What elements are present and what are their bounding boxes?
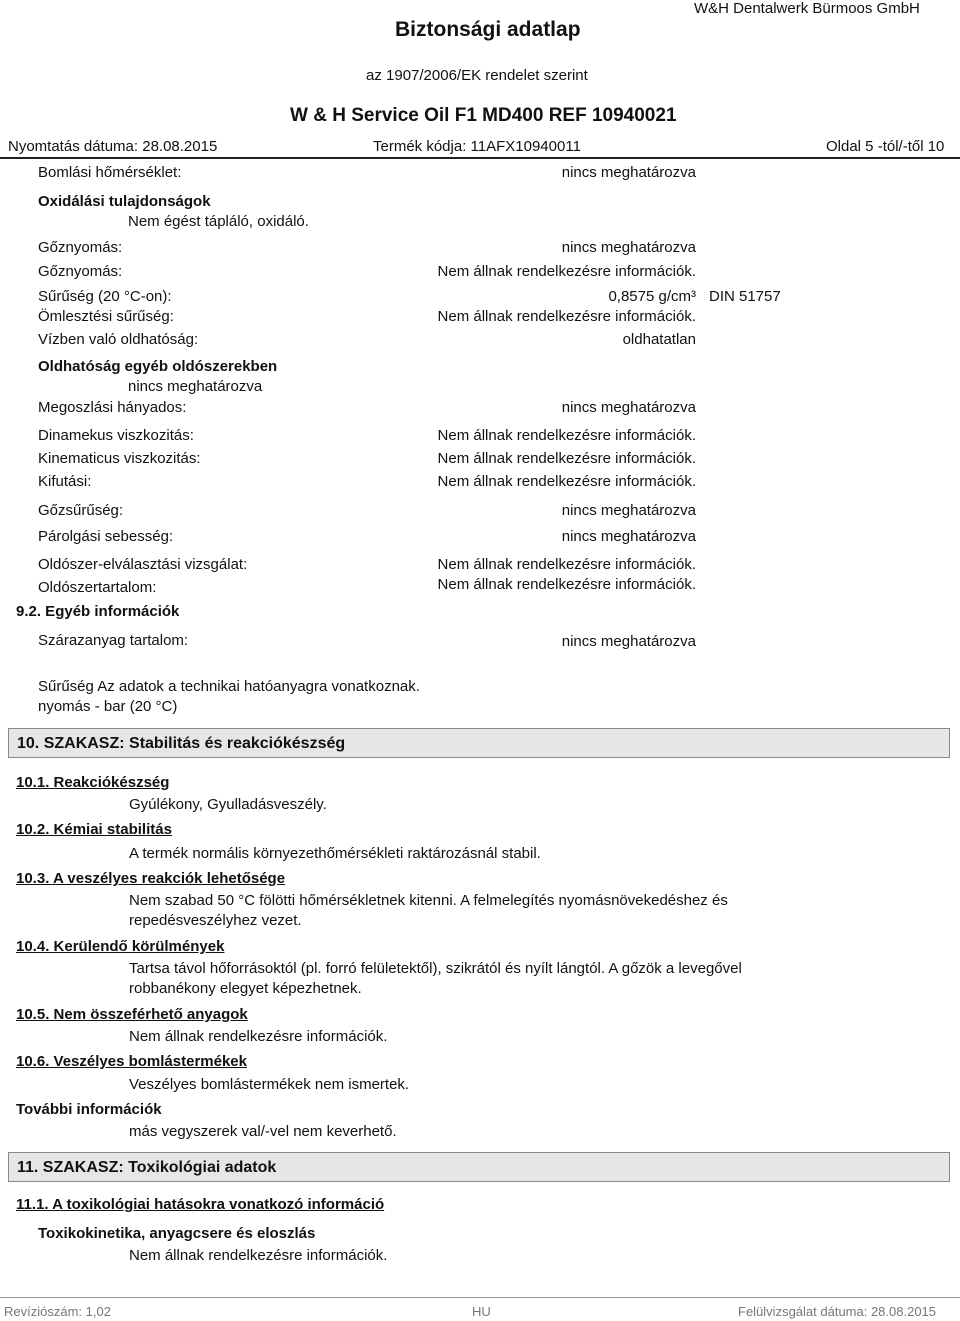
print-date: Nyomtatás dátuma: 28.08.2015 [8,138,218,155]
review-date: Felülvizsgálat dátuma: 28.08.2015 [738,1304,937,1319]
decomposition-temp-value: nincs meghatározva [561,164,696,181]
further-info-text: más vegyszerek val/-vel nem keverhető. [129,1123,397,1140]
kinematic-viscosity-value: Nem állnak rendelkezésre információk. [437,450,696,467]
partition-label: Megoszlási hányados: [38,399,187,416]
water-solubility-value: oldhatatlan [622,331,696,348]
other-solvents-heading: Oldhatóság egyéb oldószerekben [38,358,278,375]
hazardous-reactions-text: Nem szabad 50 °C fölötti hőmérsékletnek kitenni. A felmelegítés nyomásnövekedéshez és repedésveszélyhez vezet. [129,892,728,929]
bulk-density-value: Nem állnak rendelkezésre információk. [437,308,696,325]
pressure-note: nyomás - bar (20 °C) [38,698,178,715]
vapor-pressure-label-2: Gőznyomás: [38,263,123,280]
company-name: W&H Dentalwerk Bürmoos GmbH [694,0,920,17]
evaporation-value: nincs meghatározva [561,528,696,545]
toxicokinetics-heading: Toxikokinetika, anyagcsere és eloszlás [38,1225,316,1242]
toxicokinetics-text: Nem állnak rendelkezésre információk. [129,1247,388,1264]
conditions-to-avoid-heading: 10.4. Kerülendő körülmények [16,938,225,955]
dynamic-viscosity-value: Nem állnak rendelkezésre információk. [437,427,696,444]
water-solubility-label: Vízben való oldhatóság: [38,331,199,348]
decomposition-products-heading: 10.6. Veszélyes bomlástermékek [16,1053,247,1070]
reactivity-text: Gyúlékony, Gyulladásveszély. [129,796,327,813]
flow-label: Kifutási: [38,473,92,490]
dry-matter-value: nincs meghatározva [561,633,696,650]
incompatible-materials-text: Nem állnak rendelkezésre információk. [129,1028,388,1045]
dynamic-viscosity-label: Dinamekus viszkozitás: [38,427,194,444]
other-info-heading: 9.2. Egyéb információk [16,603,180,620]
solvent-content-value: Nem állnak rendelkezésre információk. [437,576,696,593]
density-method: DIN 51757 [709,288,781,305]
header-rule [0,157,960,159]
solvent-separation-value: Nem állnak rendelkezésre információk. [437,556,696,573]
decomposition-products-text: Veszélyes bomlástermékek nem ismertek. [129,1076,410,1093]
product-name: W & H Service Oil F1 MD400 REF 10940021 [290,105,677,126]
other-solvents-text: nincs meghatározva [128,378,263,395]
revision-number: Revíziószám: 1,02 [4,1304,111,1319]
further-info-heading: További információk [16,1101,162,1118]
bulk-density-label: Ömlesztési sűrűség: [38,308,174,325]
oxidizing-text: Nem égést tápláló, oxidáló. [128,213,309,230]
solvent-separation-label: Oldószer-elválasztási vizsgálat: [38,556,248,573]
chemical-stability-heading: 10.2. Kémiai stabilitás [16,821,172,838]
oxidizing-heading: Oxidálási tulajdonságok [38,193,211,210]
vapor-pressure-value-1: nincs meghatározva [561,239,696,256]
section-10-title: 10. SZAKASZ: Stabilitás és reakciókészség [17,735,346,752]
hazardous-reactions-heading: 10.3. A veszélyes reakciók lehetősége [16,870,286,887]
vapor-density-value: nincs meghatározva [561,502,696,519]
evaporation-label: Párolgási sebesség: [38,528,174,545]
kinematic-viscosity-label: Kinematicus viszkozitás: [38,450,201,467]
solvent-content-label: Oldószertartalom: [38,579,157,596]
density-value: 0,8575 g/cm³ [608,288,696,305]
footer-rule [0,1297,960,1298]
flow-value: Nem állnak rendelkezésre információk. [437,473,696,490]
vapor-density-label: Gőzsűrűség: [38,502,124,519]
section-11-header [8,1152,950,1182]
reactivity-heading: 10.1. Reakciókészség [16,774,170,791]
density-label: Sűrűség (20 °C-on): [38,288,172,305]
language-code: HU [472,1304,491,1319]
vapor-pressure-label-1: Gőznyomás: [38,239,123,256]
page-number: Oldal 5 -tól/-től 10 [826,138,945,155]
dry-matter-label: Szárazanyag tartalom: [38,632,189,649]
chemical-stability-text: A termék normális környezethőmérsékleti raktározásnál stabil. [129,845,541,862]
toxicological-effects-heading: 11.1. A toxikológiai hatásokra vonatkozó információ [16,1196,385,1213]
decomposition-temp-label: Bomlási hőmérséklet: [38,164,182,181]
regulation-text: az 1907/2006/EK rendelet szerint [366,67,588,84]
incompatible-materials-heading: 10.5. Nem összeférhető anyagok [16,1006,248,1023]
product-code: Termék kódja: 11AFX10940011 [373,138,581,155]
document-title: Biztonsági adatlap [395,18,581,41]
section-10-header [8,728,950,758]
density-note: Sűrűség Az adatok a technikai hatóanyagra vonatkoznak. [38,678,420,695]
partition-value: nincs meghatározva [561,399,696,416]
vapor-pressure-value-2: Nem állnak rendelkezésre információk. [437,263,696,280]
conditions-to-avoid-text: Tartsa távol hőforrásoktól (pl. forró felületektől), szikrától és nyílt lángtól. A gőzök a levegővel robbanékony elegyet képezhetnek. [129,960,742,997]
section-11-title: 11. SZAKASZ: Toxikológiai adatok [17,1159,277,1176]
